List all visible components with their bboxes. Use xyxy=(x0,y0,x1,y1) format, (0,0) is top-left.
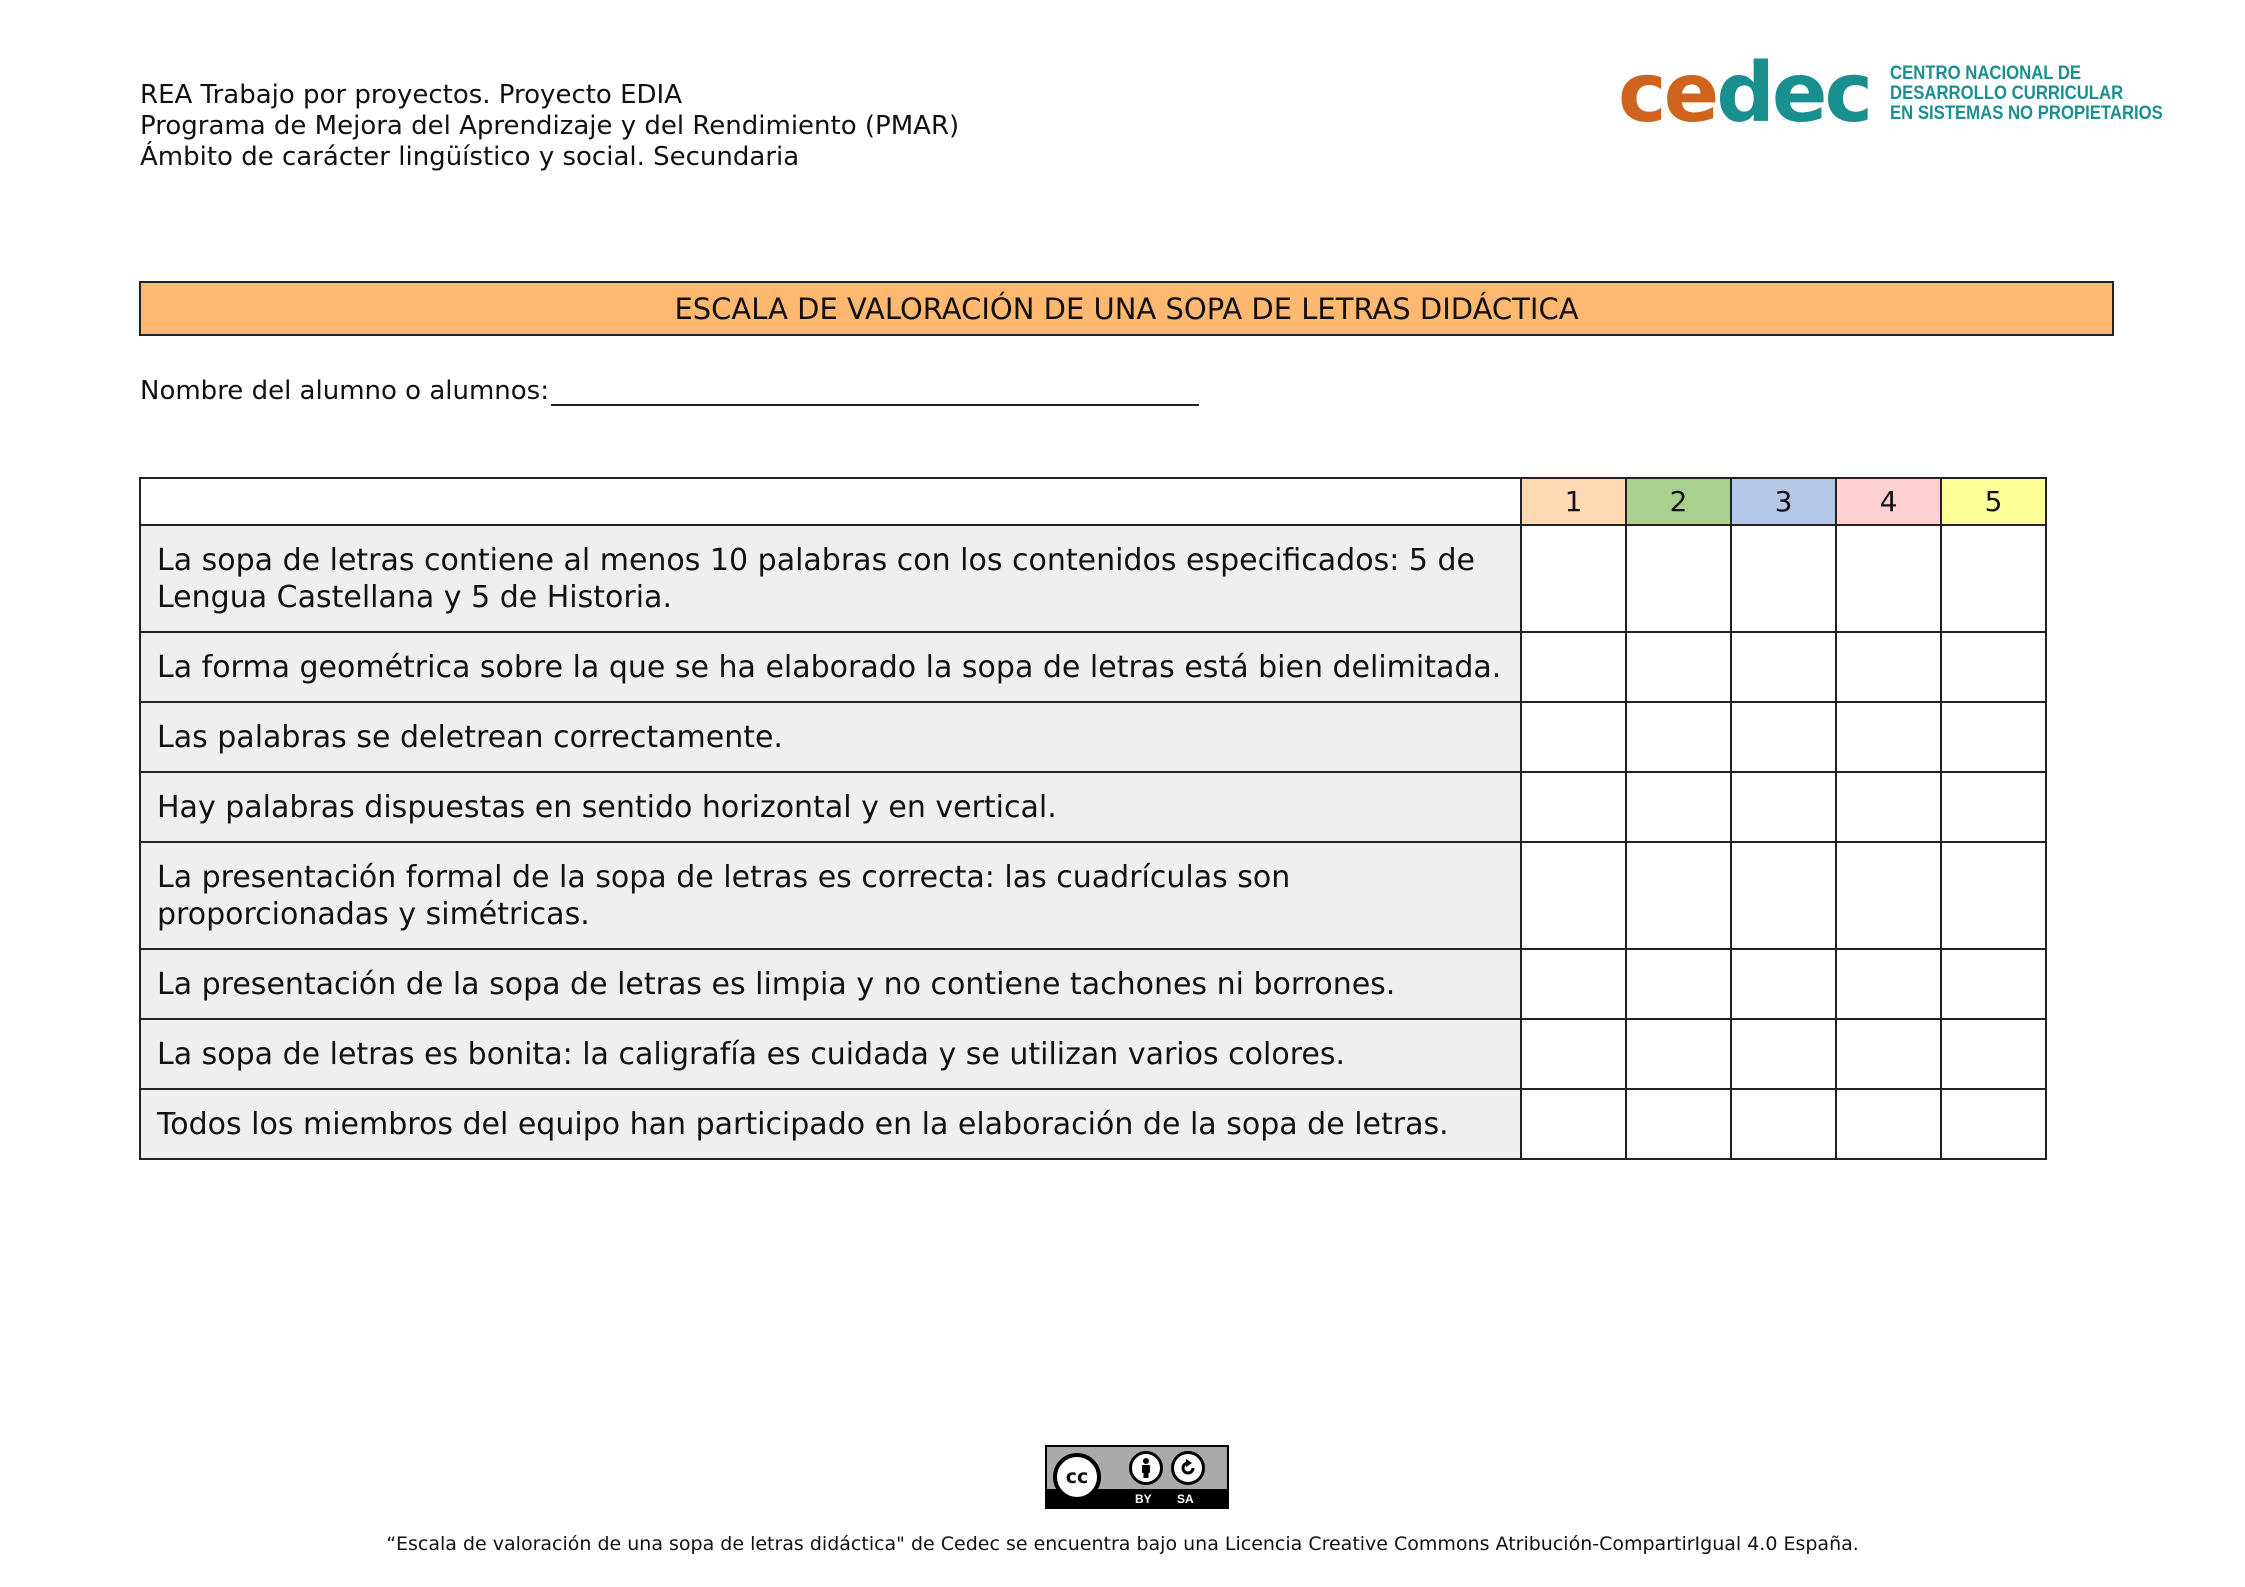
rating-cell-2[interactable] xyxy=(1626,525,1731,632)
attribution-icon xyxy=(1129,1451,1163,1485)
rating-cell-1[interactable] xyxy=(1521,1019,1626,1089)
rating-cell-2[interactable] xyxy=(1626,842,1731,949)
criterion-text: Hay palabras dispuestas en sentido horizontal y en vertical. xyxy=(140,772,1521,842)
rating-cell-3[interactable] xyxy=(1731,842,1836,949)
rating-cell-2[interactable] xyxy=(1626,702,1731,772)
share-alike-glyph xyxy=(1177,1457,1199,1479)
student-name-field xyxy=(140,374,1199,406)
criterion-text: La forma geométrica sobre la que se ha elaborado la sopa de letras está bien delimitada. xyxy=(140,632,1521,702)
table-row xyxy=(140,949,2046,1019)
rating-cell-4[interactable] xyxy=(1836,1089,1941,1159)
license-footer-text: “Escala de valoración de una sopa de letras didáctica" de Cedec se encuentra bajo una Licencia Creative Commons Atribución-CompartirIgual 4.0 España. xyxy=(386,1533,1859,1555)
logo-subtitle-line-3: EN SISTEMAS NO PROPIETARIOS xyxy=(1890,103,2163,124)
rating-cell-1[interactable] xyxy=(1521,525,1626,632)
level-header-4: 4 xyxy=(1836,478,1941,525)
attribution-person-glyph xyxy=(1137,1457,1155,1479)
rating-scale-table xyxy=(139,477,2047,1160)
rating-cell-2[interactable] xyxy=(1626,632,1731,702)
criterion-text: La presentación formal de la sopa de letras es correcta: las cuadrículas son proporcionadas y simétricas. xyxy=(140,842,1521,949)
rating-cell-2[interactable] xyxy=(1626,1089,1731,1159)
rating-cell-1[interactable] xyxy=(1521,702,1626,772)
rating-cell-4[interactable] xyxy=(1836,772,1941,842)
rating-cell-1[interactable] xyxy=(1521,772,1626,842)
student-name-label: Nombre del alumno o alumnos: xyxy=(140,376,549,406)
rating-cell-5[interactable] xyxy=(1941,949,2046,1019)
rating-cell-1[interactable] xyxy=(1521,842,1626,949)
table-row xyxy=(140,1089,2046,1159)
rating-cell-1[interactable] xyxy=(1521,949,1626,1019)
document-header xyxy=(140,80,959,173)
rating-cell-5[interactable] xyxy=(1941,525,2046,632)
logo-word-part-1: ce xyxy=(1618,46,1717,141)
table-row xyxy=(140,772,2046,842)
rating-cell-3[interactable] xyxy=(1731,632,1836,702)
rating-cell-3[interactable] xyxy=(1731,702,1836,772)
criterion-text: La sopa de letras contiene al menos 10 palabras con los contenidos especificados: 5 de Lengua Castellana y 5 de Historia. xyxy=(140,525,1521,632)
logo-subtitle-line-1: CENTRO NACIONAL DE xyxy=(1890,63,2082,84)
header-line-2: Programa de Mejora del Aprendizaje y del Rendimiento (PMAR) xyxy=(140,111,960,141)
logo-word-part-2: dec xyxy=(1716,46,1871,141)
rating-cell-4[interactable] xyxy=(1836,949,1941,1019)
rating-cell-4[interactable] xyxy=(1836,702,1941,772)
rating-cell-5[interactable] xyxy=(1941,702,2046,772)
cc-license-badge[interactable] xyxy=(1045,1445,1229,1509)
cedec-logo-word xyxy=(1618,46,1871,141)
logo-subtitle-line-2: DESARROLLO CURRICULAR xyxy=(1890,83,2124,104)
criterion-text: Todos los miembros del equipo han participado en la elaboración de la sopa de letras. xyxy=(140,1089,1521,1159)
page-title: ESCALA DE VALORACIÓN DE UNA SOPA DE LETRAS DIDÁCTICA xyxy=(139,281,2114,336)
share-alike-icon xyxy=(1171,1451,1205,1485)
rating-cell-3[interactable] xyxy=(1731,525,1836,632)
header-line-1: REA Trabajo por proyectos. Proyecto EDIA xyxy=(140,80,683,110)
level-header-5: 5 xyxy=(1941,478,2046,525)
table-row xyxy=(140,1019,2046,1089)
criteria-header-cell xyxy=(140,478,1521,525)
rating-cell-2[interactable] xyxy=(1626,949,1731,1019)
table-row xyxy=(140,702,2046,772)
rating-cell-1[interactable] xyxy=(1521,632,1626,702)
rating-cell-2[interactable] xyxy=(1626,772,1731,842)
rating-cell-1[interactable] xyxy=(1521,1089,1626,1159)
cc-icon: cc xyxy=(1053,1453,1101,1501)
student-name-blank[interactable] xyxy=(551,374,1199,406)
sa-label: SA xyxy=(1177,1492,1194,1506)
rating-cell-3[interactable] xyxy=(1731,1089,1836,1159)
level-header-3: 3 xyxy=(1731,478,1836,525)
criterion-text: Las palabras se deletrean correctamente. xyxy=(140,702,1521,772)
rating-cell-3[interactable] xyxy=(1731,949,1836,1019)
cedec-logo-subtitle xyxy=(1890,64,2163,124)
criterion-text: La sopa de letras es bonita: la caligrafía es cuidada y se utilizan varios colores. xyxy=(140,1019,1521,1089)
rating-cell-2[interactable] xyxy=(1626,1019,1731,1089)
rating-cell-4[interactable] xyxy=(1836,1019,1941,1089)
rating-cell-4[interactable] xyxy=(1836,525,1941,632)
table-row xyxy=(140,842,2046,949)
scale-header-row xyxy=(140,478,2046,525)
criterion-text: La presentación de la sopa de letras es limpia y no contiene tachones ni borrones. xyxy=(140,949,1521,1019)
header-line-3: Ámbito de carácter lingüístico y social. Secundaria xyxy=(140,142,800,172)
rating-cell-3[interactable] xyxy=(1731,772,1836,842)
rating-cell-5[interactable] xyxy=(1941,772,2046,842)
rating-cell-3[interactable] xyxy=(1731,1019,1836,1089)
cedec-logo xyxy=(1618,46,2200,141)
rating-cell-5[interactable] xyxy=(1941,632,2046,702)
rating-cell-5[interactable] xyxy=(1941,1019,2046,1089)
level-header-1: 1 xyxy=(1521,478,1626,525)
rating-cell-5[interactable] xyxy=(1941,1089,2046,1159)
table-row xyxy=(140,632,2046,702)
level-header-2: 2 xyxy=(1626,478,1731,525)
rating-cell-4[interactable] xyxy=(1836,632,1941,702)
rating-cell-5[interactable] xyxy=(1941,842,2046,949)
rating-cell-4[interactable] xyxy=(1836,842,1941,949)
by-label: BY xyxy=(1135,1492,1152,1506)
table-row xyxy=(140,525,2046,632)
